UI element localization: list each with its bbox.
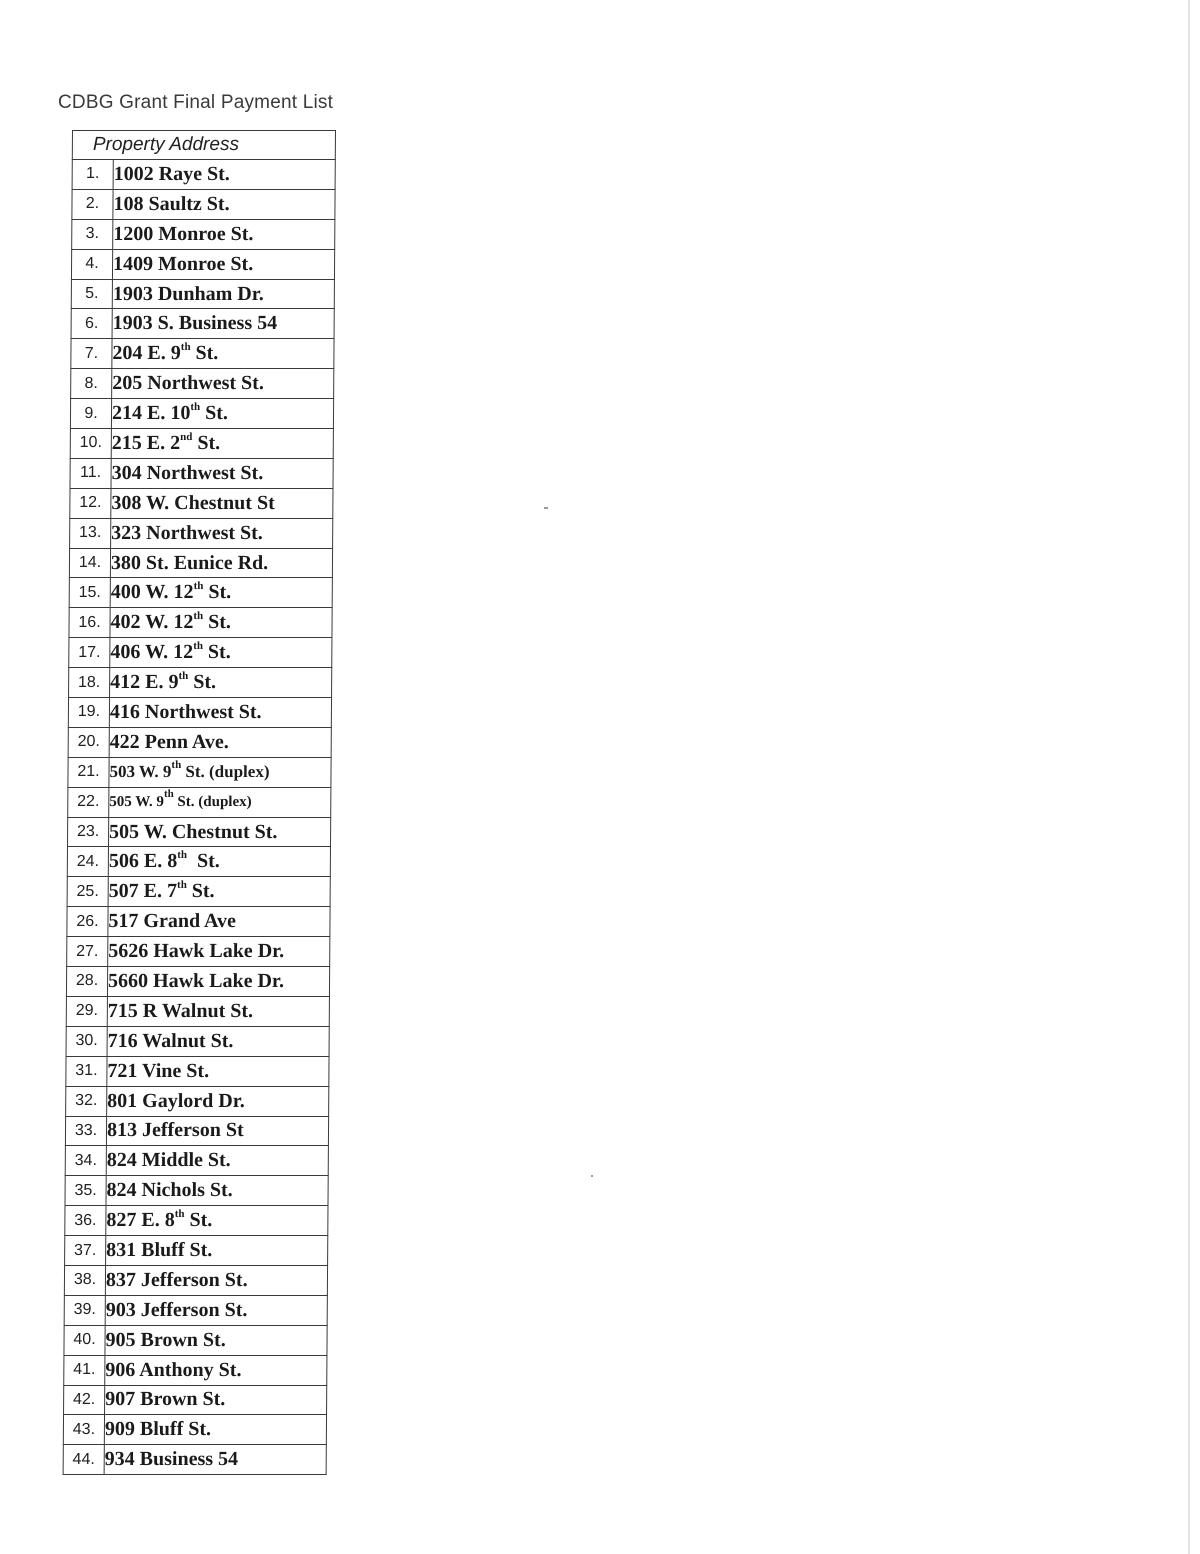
address-text: 304 Northwest St. [111, 461, 264, 484]
table-row [63, 1445, 326, 1475]
row-number: 22. [68, 787, 109, 817]
property-address-cell [110, 548, 332, 578]
table-row [66, 996, 329, 1026]
row-number: 31. [66, 1056, 107, 1086]
row-number: 29. [66, 996, 107, 1026]
row-number: 14. [69, 548, 110, 578]
property-address-cell [112, 339, 334, 369]
row-number: 25. [67, 877, 108, 907]
row-number: 4. [71, 249, 112, 279]
property-address-cell [107, 996, 329, 1026]
address-text: 909 Bluff St. [104, 1418, 212, 1441]
table-row [70, 429, 333, 459]
table-row [66, 967, 329, 997]
address-text-suffix: St. [184, 1209, 213, 1232]
property-address-cell [107, 1026, 329, 1056]
row-number: 8. [71, 369, 112, 399]
table-row [72, 160, 335, 190]
row-number: 32. [66, 1086, 107, 1116]
address-text: 308 W. Chestnut St [111, 491, 275, 514]
ordinal-suffix: th [180, 341, 191, 354]
table-row [65, 1146, 328, 1176]
address-text: 905 Brown St. [105, 1328, 226, 1351]
address-text: 1903 Dunham Dr. [112, 282, 264, 305]
row-number: 13. [70, 518, 111, 548]
table-row [68, 757, 331, 787]
row-number: 44. [63, 1445, 104, 1475]
ordinal-suffix: th [193, 640, 204, 653]
address-text-suffix: St. [192, 431, 221, 454]
address-text-suffix: St. [203, 581, 232, 604]
ordinal-suffix: th [193, 610, 204, 623]
address-text: 831 Bluff St. [106, 1239, 213, 1261]
property-address-cell [113, 160, 335, 190]
property-address-cell [107, 1086, 329, 1116]
table-row [70, 518, 333, 548]
row-number: 15. [69, 578, 110, 608]
address-text: 323 Northwest St. [111, 521, 263, 544]
address-text: 1409 Monroe St. [112, 252, 254, 275]
property-address-cell [112, 369, 334, 399]
address-text: 400 W. 12 [110, 581, 194, 604]
property-address-cell [110, 608, 332, 638]
table-row [69, 578, 332, 608]
row-number: 20. [68, 727, 109, 757]
address-text-suffix: St. (duplex) [173, 793, 252, 810]
table-row [69, 608, 332, 638]
property-address-cell [111, 399, 333, 429]
ordinal-suffix: th [178, 670, 189, 683]
table-row [68, 727, 331, 757]
address-text: 1903 S. Business 54 [112, 312, 278, 335]
property-address-cell [108, 907, 330, 937]
property-address-cell [106, 1206, 328, 1236]
property-address-cell [108, 847, 330, 877]
property-address-cell [106, 1176, 328, 1206]
table-row [65, 1116, 328, 1146]
property-address-cell [107, 967, 329, 997]
row-number: 21. [68, 757, 109, 787]
table-row [72, 219, 335, 249]
table-row [69, 668, 332, 698]
ordinal-suffix: th [193, 580, 204, 593]
property-address-cell [113, 189, 335, 219]
address-text: 824 Nichols St. [106, 1179, 233, 1202]
table-row [71, 249, 334, 279]
property-address-cell [107, 1056, 329, 1086]
property-address-cell [112, 279, 334, 309]
address-text-suffix: St. [188, 671, 217, 694]
row-number: 39. [64, 1295, 105, 1325]
row-number: 36. [65, 1206, 106, 1236]
address-text: 5660 Hawk Lake Dr. [107, 969, 285, 992]
table-row [65, 1206, 328, 1236]
row-number: 2. [72, 189, 113, 219]
row-number: 9. [70, 399, 111, 429]
address-text: 1200 Monroe St. [113, 222, 254, 245]
table-row [70, 458, 333, 488]
address-text: 215 E. 2 [111, 431, 181, 454]
address-text: 108 Saultz St. [113, 192, 230, 215]
row-number: 34. [65, 1146, 106, 1176]
address-text-suffix: St. [202, 641, 231, 664]
table-row [67, 847, 330, 877]
property-address-cell [108, 817, 330, 847]
table-row [71, 339, 334, 369]
row-number: 11. [70, 458, 111, 488]
property-address-cell [112, 249, 334, 279]
address-text-suffix: St. [203, 611, 232, 634]
address-text: 416 Northwest St. [109, 700, 262, 723]
row-number: 27. [67, 937, 108, 967]
row-number: 40. [64, 1325, 105, 1355]
ordinal-suffix: th [177, 849, 188, 862]
table-row [64, 1265, 327, 1295]
row-number: 16. [69, 608, 110, 638]
address-text: 506 E. 8 [108, 850, 178, 873]
address-text-suffix: St. [186, 880, 215, 903]
table-row [64, 1385, 327, 1415]
row-number: 30. [66, 1026, 107, 1056]
property-address-cell [104, 1415, 326, 1445]
table-row [71, 279, 334, 309]
property-address-cell [108, 877, 330, 907]
row-number: 35. [65, 1176, 106, 1206]
scan-speck [544, 507, 548, 509]
table-row [63, 1415, 326, 1445]
row-number: 41. [64, 1355, 105, 1385]
row-number: 7. [71, 339, 112, 369]
table-row [65, 1236, 328, 1266]
property-address-cell [113, 219, 335, 249]
row-number: 12. [70, 488, 111, 518]
property-address-cell [110, 668, 332, 698]
table-header-row [72, 131, 335, 160]
ordinal-suffix: th [190, 401, 201, 414]
table-row [67, 907, 330, 937]
row-number: 17. [69, 638, 110, 668]
row-number: 43. [63, 1415, 104, 1445]
address-text: 380 St. Eunice Rd. [110, 551, 269, 574]
address-text: 907 Brown St. [105, 1388, 226, 1411]
address-text: 507 E. 7 [108, 880, 178, 903]
table-row [65, 1176, 328, 1206]
address-text-suffix: St. (duplex) [181, 762, 270, 782]
property-address-cell [109, 787, 331, 817]
property-address-cell [105, 1295, 327, 1325]
document-title: CDBG Grant Final Payment List [58, 92, 334, 113]
column-header-property-address: Property Address [72, 131, 335, 160]
address-text: 715 R Walnut St. [107, 999, 254, 1022]
address-text: 402 W. 12 [110, 611, 194, 634]
row-number: 24. [67, 847, 108, 877]
table-row [71, 309, 334, 339]
property-address-cell [105, 1325, 327, 1355]
address-text: 517 Grand Ave [108, 910, 236, 933]
address-text: 1002 Raye St. [113, 162, 230, 185]
ordinal-suffix: th [174, 1208, 185, 1221]
table-row [64, 1295, 327, 1325]
row-number: 33. [65, 1116, 106, 1146]
address-text: 205 Northwest St. [112, 372, 264, 395]
table-row [64, 1325, 327, 1355]
row-number: 42. [64, 1385, 105, 1415]
address-text-suffix: St. [200, 402, 229, 425]
table-row [72, 189, 335, 219]
property-address-cell [106, 1236, 328, 1266]
table-row [68, 698, 331, 728]
property-address-cell [105, 1265, 327, 1295]
table-row [66, 1056, 329, 1086]
property-address-cell [111, 488, 333, 518]
ordinal-suffix: th [177, 879, 187, 892]
table-row [69, 638, 332, 668]
property-address-cell [109, 698, 331, 728]
property-address-cell [105, 1385, 327, 1415]
row-number: 26. [67, 907, 108, 937]
address-text: 422 Penn Ave. [109, 730, 229, 753]
row-number: 18. [69, 668, 110, 698]
address-text: 906 Anthony St. [105, 1358, 242, 1381]
address-text: 406 W. 12 [110, 641, 194, 664]
row-number: 38. [64, 1265, 105, 1295]
table-row [67, 937, 330, 967]
property-address-cell [108, 937, 330, 967]
address-text: 824 Middle St. [106, 1149, 231, 1172]
table-row [66, 1026, 329, 1056]
table-row [69, 548, 332, 578]
ordinal-suffix: th [171, 759, 182, 772]
scan-speck [591, 1175, 593, 1177]
address-text: 505 W. 9 [109, 793, 164, 810]
address-text: 503 W. 9 [109, 762, 172, 782]
address-text: 214 E. 10 [111, 402, 191, 425]
row-number: 6. [71, 309, 112, 339]
table-row [70, 399, 333, 429]
ordinal-suffix: th [163, 787, 174, 800]
address-text: 716 Walnut St. [107, 1029, 234, 1052]
row-number: 37. [65, 1236, 106, 1266]
page-edge [1188, 0, 1190, 1554]
row-number: 28. [66, 967, 107, 997]
row-number: 23. [67, 817, 108, 847]
property-address-cell [112, 309, 334, 339]
property-address-cell [110, 578, 332, 608]
address-text: 505 W. Chestnut St. [109, 820, 278, 843]
property-address-cell [110, 638, 332, 668]
property-address-cell [106, 1146, 328, 1176]
row-number: 1. [72, 160, 113, 190]
property-address-cell [106, 1116, 328, 1146]
address-text: 721 Vine St. [107, 1059, 210, 1082]
property-address-cell [105, 1355, 327, 1385]
table-row [70, 488, 333, 518]
property-address-cell [111, 458, 333, 488]
table-row [67, 817, 330, 847]
row-number: 3. [72, 219, 113, 249]
table-body [63, 160, 335, 1475]
property-address-cell [111, 429, 333, 459]
row-number: 5. [71, 279, 112, 309]
table-row [67, 877, 330, 907]
property-address-table [63, 130, 336, 1475]
address-text: 813 Jefferson St [106, 1119, 244, 1142]
address-text: 412 E. 9 [110, 671, 179, 694]
address-text: 801 Gaylord Dr. [107, 1089, 245, 1112]
property-address-cell [109, 727, 331, 757]
table-row [71, 369, 334, 399]
address-text: 934 Business 54 [104, 1448, 239, 1471]
address-text: 903 Jefferson St. [105, 1298, 248, 1321]
row-number: 10. [70, 429, 111, 459]
address-text: 827 E. 8 [106, 1209, 175, 1232]
address-text: 204 E. 9 [112, 342, 181, 365]
row-number: 19. [68, 698, 109, 728]
address-text-suffix: St. [186, 850, 220, 873]
address-text-suffix: St. [190, 342, 219, 365]
address-text: 5626 Hawk Lake Dr. [108, 940, 285, 963]
property-address-cell [104, 1445, 326, 1475]
property-address-cell [111, 518, 333, 548]
property-address-cell [109, 757, 331, 787]
table-row [68, 787, 331, 817]
table-row [66, 1086, 329, 1116]
table-row [64, 1355, 327, 1385]
ordinal-suffix: nd [180, 430, 193, 443]
address-text: 837 Jefferson St. [105, 1268, 248, 1291]
